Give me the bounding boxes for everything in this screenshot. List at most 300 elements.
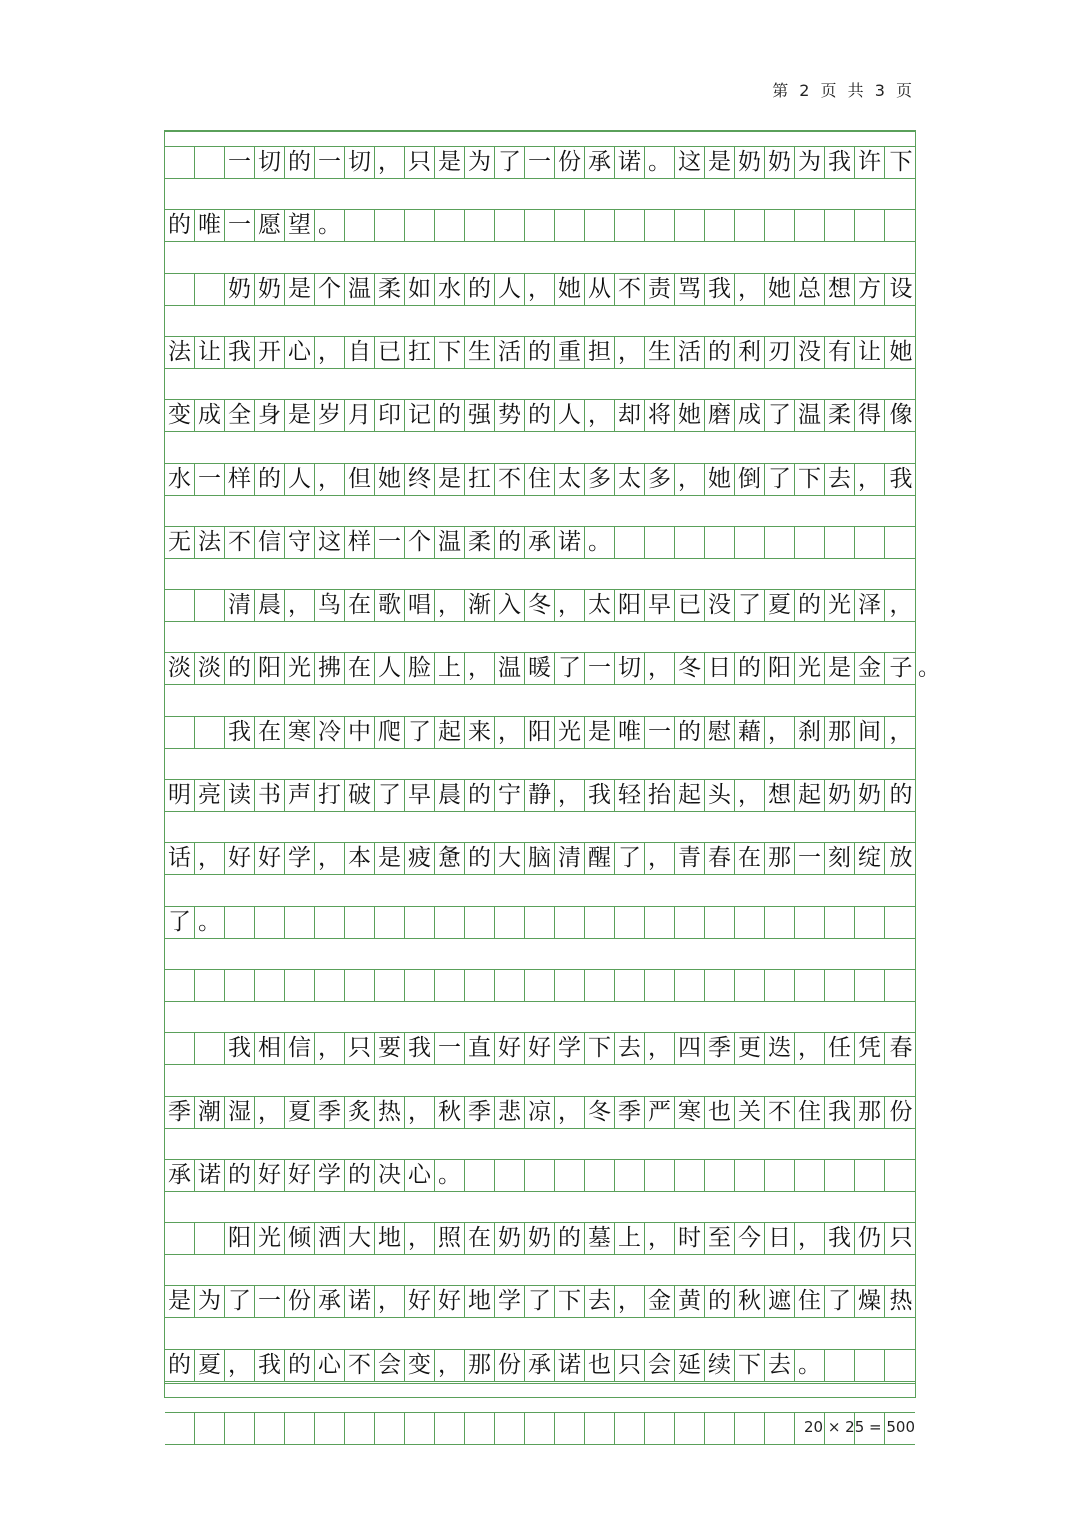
grid-cell: 严 <box>645 1097 675 1128</box>
grid-cell: 大 <box>345 1223 375 1254</box>
grid-cell: 下 <box>555 1286 585 1317</box>
grid-cell: 了 <box>405 717 435 748</box>
grid-cell: 没 <box>795 337 825 368</box>
grid-cell: 墓 <box>585 1223 615 1254</box>
grid-cell: 了 <box>765 464 795 495</box>
grid-cell: ， <box>855 464 885 495</box>
grid-cell: 不 <box>765 1097 795 1128</box>
grid-cell: 阳 <box>615 590 645 621</box>
grid-cell <box>285 907 315 938</box>
grid-cell: 她 <box>705 464 735 495</box>
grid-cell: 切 <box>255 147 285 178</box>
grid-cell: 重 <box>555 337 585 368</box>
grid-cell <box>495 970 525 1001</box>
grid-cell: 奶 <box>825 780 855 811</box>
grid-cell: 为 <box>465 147 495 178</box>
grid-cell: 从 <box>585 274 615 305</box>
grid-cell: 那 <box>465 1350 495 1381</box>
grid-cell: 只 <box>615 1350 645 1381</box>
grid-cell: 是 <box>435 464 465 495</box>
grid-cell: 热 <box>375 1097 405 1128</box>
grid-cell: 潮 <box>195 1097 225 1128</box>
grid-cell: 了 <box>825 1286 855 1317</box>
grid-cell <box>585 970 615 1001</box>
grid-cell: 。 <box>315 210 345 241</box>
grid-cell: 的 <box>525 337 555 368</box>
grid-cell: 唱 <box>405 590 435 621</box>
grid-cell <box>615 1160 645 1191</box>
grid-cell: 上 <box>615 1223 645 1254</box>
grid-cell: ， <box>405 1223 435 1254</box>
grid-cell: 水 <box>435 274 465 305</box>
grid-cell: ， <box>615 337 645 368</box>
grid-cell <box>735 1413 765 1444</box>
grid-cell: 歌 <box>375 590 405 621</box>
grid-cell: 刹 <box>795 717 825 748</box>
grid-cell <box>825 907 855 938</box>
grid-cell: 一 <box>195 464 225 495</box>
grid-cell: 藉 <box>735 717 765 748</box>
grid-cell: 起 <box>435 717 465 748</box>
grid-cell: 暖 <box>525 653 555 684</box>
grid-cell: ， <box>555 780 585 811</box>
grid-cell: 金 <box>855 653 885 684</box>
grid-cell: ， <box>795 1033 825 1064</box>
grid-cell: 至 <box>705 1223 735 1254</box>
grid-cell: 不 <box>345 1350 375 1381</box>
grid-cell <box>735 907 765 938</box>
grid-cell: 这 <box>315 527 345 558</box>
grid-cell: 诺 <box>345 1286 375 1317</box>
grid-cell: 的 <box>225 653 255 684</box>
manuscript-row <box>165 526 915 559</box>
grid-cell: 黄 <box>675 1286 705 1317</box>
grid-cell <box>645 907 675 938</box>
grid-cell: ， <box>225 1350 255 1381</box>
grid-cell: 寒 <box>675 1097 705 1128</box>
grid-cell: 冬 <box>525 590 555 621</box>
grid-cell: ， <box>315 1033 345 1064</box>
grid-spacer-line <box>165 1383 915 1384</box>
grid-cell: 不 <box>615 274 645 305</box>
grid-cell: 一 <box>585 653 615 684</box>
grid-cell <box>555 970 585 1001</box>
grid-cell: 了 <box>225 1286 255 1317</box>
grid-cell: 的 <box>705 1286 735 1317</box>
grid-cell: 一 <box>435 1033 465 1064</box>
grid-cell: 的 <box>435 400 465 431</box>
grid-cell: 已 <box>375 337 405 368</box>
grid-cell <box>225 907 255 938</box>
grid-cell: 淡 <box>165 653 195 684</box>
manuscript-row <box>165 463 915 496</box>
grid-cell: 中 <box>345 717 375 748</box>
grid-cell: 爬 <box>375 717 405 748</box>
grid-cell <box>645 210 675 241</box>
grid-cell <box>585 1413 615 1444</box>
grid-cell: 来 <box>465 717 495 748</box>
grid-cell <box>375 970 405 1001</box>
grid-cell: 在 <box>345 590 375 621</box>
grid-cell: 的 <box>465 274 495 305</box>
grid-cell: 开 <box>255 337 285 368</box>
grid-cell: 抬 <box>645 780 675 811</box>
grid-cell: 总 <box>795 274 825 305</box>
grid-cell: 明 <box>165 780 195 811</box>
grid-cell: 温 <box>435 527 465 558</box>
grid-cell <box>195 1033 225 1064</box>
grid-cell <box>825 210 855 241</box>
grid-cell: 晨 <box>255 590 285 621</box>
grid-cell: 学 <box>315 1160 345 1191</box>
grid-cell <box>465 970 495 1001</box>
grid-cell: 的 <box>525 400 555 431</box>
grid-cell <box>585 907 615 938</box>
grid-cell: 光 <box>555 717 585 748</box>
manuscript-row <box>165 1032 915 1065</box>
grid-cell: 奶 <box>525 1223 555 1254</box>
grid-cell: 也 <box>585 1350 615 1381</box>
grid-cell: 学 <box>495 1286 525 1317</box>
grid-cell: 信 <box>285 1033 315 1064</box>
grid-cell: 一 <box>255 1286 285 1317</box>
grid-cell: 人 <box>495 274 525 305</box>
grid-cell: 诺 <box>555 527 585 558</box>
grid-cell <box>585 1160 615 1191</box>
grid-cell: 已 <box>675 590 705 621</box>
grid-cell: 头 <box>705 780 735 811</box>
grid-cell: 冬 <box>675 653 705 684</box>
grid-cell <box>165 970 195 1001</box>
grid-cell: 将 <box>645 400 675 431</box>
grid-cell: 温 <box>495 653 525 684</box>
grid-cell <box>525 970 555 1001</box>
manuscript-row <box>165 589 915 622</box>
grid-cell <box>255 970 285 1001</box>
grid-cell <box>615 1413 645 1444</box>
grid-cell: ， <box>555 1097 585 1128</box>
grid-cell: 仍 <box>855 1223 885 1254</box>
grid-cell <box>675 1413 705 1444</box>
grid-cell <box>705 1160 735 1191</box>
grid-cell: 关 <box>735 1097 765 1128</box>
grid-cell: 份 <box>555 147 585 178</box>
grid-cell: 季 <box>465 1097 495 1128</box>
grid-cell <box>345 210 375 241</box>
grid-cell <box>435 1413 465 1444</box>
grid-cell <box>195 1223 225 1254</box>
grid-cell: 的 <box>889 782 913 808</box>
grid-cell: 我 <box>825 1223 855 1254</box>
grid-cell <box>465 907 495 938</box>
grid-cell: 她 <box>375 464 405 495</box>
grid-cell <box>705 527 735 558</box>
grid-cell: 。 <box>645 147 675 178</box>
grid-cell: 的 <box>165 210 195 241</box>
grid-cell: 唯 <box>615 717 645 748</box>
grid-cell <box>165 147 195 178</box>
grid-cell: 方 <box>855 274 885 305</box>
grid-cell: 承 <box>525 1350 555 1381</box>
grid-cell: 一 <box>525 147 555 178</box>
grid-cell: 强 <box>465 400 495 431</box>
grid-cell: 也 <box>705 1097 735 1128</box>
grid-cell: 续 <box>705 1350 735 1381</box>
grid-cell: 放 <box>889 845 913 871</box>
grid-cell: 书 <box>255 780 285 811</box>
grid-cell: 夏 <box>195 1350 225 1381</box>
grid-cell: ， <box>795 1223 825 1254</box>
grid-cell: 延 <box>675 1350 705 1381</box>
grid-cell: 柔 <box>825 400 855 431</box>
grid-cell: 那 <box>855 1097 885 1128</box>
grid-cell: 淡 <box>195 653 225 684</box>
grid-cell: 如 <box>405 274 435 305</box>
grid-cell <box>195 590 225 621</box>
grid-cell: 的 <box>465 780 495 811</box>
grid-cell: 凉 <box>525 1097 555 1128</box>
grid-cell <box>645 527 675 558</box>
grid-cell: 直 <box>465 1033 495 1064</box>
grid-cell: ， <box>675 464 705 495</box>
grid-cell: 那 <box>825 717 855 748</box>
grid-cell: 早 <box>645 590 675 621</box>
grid-cell: 静 <box>525 780 555 811</box>
grid-cell: 季 <box>165 1097 195 1128</box>
grid-cell <box>825 970 855 1001</box>
grid-cell: 我 <box>225 1033 255 1064</box>
grid-cell: 一 <box>225 147 255 178</box>
grid-cell: ， <box>315 464 345 495</box>
grid-cell: 脑 <box>525 843 555 874</box>
grid-cell <box>675 970 705 1001</box>
grid-cell: 奶 <box>255 274 285 305</box>
grid-cell: 法 <box>165 337 195 368</box>
grid-cell: 的 <box>255 464 285 495</box>
manuscript-row <box>165 652 941 685</box>
grid-cell: 清 <box>555 843 585 874</box>
grid-cell: 在 <box>465 1223 495 1254</box>
manuscript-row <box>165 969 915 1002</box>
grid-cell: 承 <box>165 1160 195 1191</box>
grid-cell <box>765 1413 795 1444</box>
grid-cell: 。 <box>585 527 615 558</box>
grid-cell: 的 <box>555 1223 585 1254</box>
grid-cell: ， <box>735 780 765 811</box>
grid-cell: 我 <box>585 780 615 811</box>
grid-cell <box>825 527 855 558</box>
grid-cell: 个 <box>315 274 345 305</box>
grid-cell: 是 <box>585 717 615 748</box>
grid-cell: 倾 <box>285 1223 315 1254</box>
grid-cell: 更 <box>735 1033 765 1064</box>
grid-cell: 的 <box>675 717 705 748</box>
grid-cell: ， <box>375 1286 405 1317</box>
grid-cell: 是 <box>375 843 405 874</box>
grid-cell: 本 <box>345 843 375 874</box>
grid-cell: 份 <box>889 1099 913 1125</box>
grid-cell: 亮 <box>195 780 225 811</box>
grid-cell: 阳 <box>765 653 795 684</box>
grid-cell: ， <box>615 1286 645 1317</box>
grid-cell: 去 <box>615 1033 645 1064</box>
grid-cell <box>525 210 555 241</box>
grid-cell <box>555 907 585 938</box>
grid-cell: 上 <box>435 653 465 684</box>
manuscript-row <box>165 1096 915 1129</box>
grid-cell: 我 <box>405 1033 435 1064</box>
grid-cell <box>735 210 765 241</box>
grid-cell: 读 <box>225 780 255 811</box>
grid-cell <box>795 907 825 938</box>
grid-cell: 我 <box>225 337 255 368</box>
grid-cell: 相 <box>255 1033 285 1064</box>
grid-cell <box>825 1350 855 1381</box>
grid-cell: 一 <box>315 147 345 178</box>
grid-cell: 好 <box>255 1160 285 1191</box>
grid-cell: 为 <box>795 147 825 178</box>
grid-cell <box>165 590 195 621</box>
grid-cell: 洒 <box>315 1223 345 1254</box>
grid-cell: 的 <box>285 1350 315 1381</box>
grid-cell: 了 <box>765 400 795 431</box>
grid-cell <box>195 970 225 1001</box>
grid-cell: 势 <box>495 400 525 431</box>
grid-cell <box>525 1413 555 1444</box>
grid-cell: 的 <box>465 843 495 874</box>
grid-cell: 利 <box>735 337 765 368</box>
grid-cell: 生 <box>645 337 675 368</box>
grid-spacer-line <box>165 131 915 132</box>
grid-cell: 是 <box>705 147 735 178</box>
grid-cell: 自 <box>345 337 375 368</box>
grid-cell: 春 <box>889 1035 913 1061</box>
grid-cell: 的 <box>735 653 765 684</box>
grid-cell: 学 <box>285 843 315 874</box>
grid-cell: 只 <box>345 1033 375 1064</box>
grid-cell: 诺 <box>555 1350 585 1381</box>
grid-cell: 水 <box>165 464 195 495</box>
grid-cell <box>375 210 405 241</box>
grid-cell: 得 <box>855 400 885 431</box>
grid-cell <box>615 907 645 938</box>
grid-cell: 柔 <box>375 274 405 305</box>
grid-cell: ， <box>375 147 405 178</box>
grid-cell: 在 <box>345 653 375 684</box>
grid-cell: 晨 <box>435 780 465 811</box>
grid-cell: 想 <box>765 780 795 811</box>
grid-cell <box>615 210 645 241</box>
grid-cell: ， <box>255 1097 285 1128</box>
grid-cell: 热 <box>889 1288 913 1314</box>
grid-cell: 记 <box>405 400 435 431</box>
grid-cell: 那 <box>765 843 795 874</box>
grid-cell <box>645 1160 675 1191</box>
grid-cell <box>405 210 435 241</box>
grid-cell: 我 <box>705 274 735 305</box>
grid-cell: 起 <box>795 780 825 811</box>
grid-cell: 惫 <box>435 843 465 874</box>
grid-cell: 冷 <box>315 717 345 748</box>
grid-cell: 这 <box>675 147 705 178</box>
grid-cell: 子 <box>889 655 913 681</box>
grid-cell <box>645 970 675 1001</box>
grid-cell: 她 <box>555 274 585 305</box>
grid-cell: 住 <box>795 1097 825 1128</box>
grid-cell <box>645 1413 675 1444</box>
grid-cell: 让 <box>195 337 225 368</box>
grid-cell: 唯 <box>195 210 225 241</box>
grid-cell: 鸟 <box>315 590 345 621</box>
grid-cell: 起 <box>675 780 705 811</box>
grid-cell: 多 <box>645 464 675 495</box>
grid-cell: 凭 <box>855 1033 885 1064</box>
grid-cell: 我 <box>825 147 855 178</box>
grid-cell <box>555 1160 585 1191</box>
grid-cell: 季 <box>615 1097 645 1128</box>
grid-cell: 。 <box>195 907 225 938</box>
manuscript-row <box>165 273 915 306</box>
manuscript-row <box>165 336 915 369</box>
grid-cell: 日 <box>765 1223 795 1254</box>
grid-cell <box>675 1160 705 1191</box>
grid-cell: 骂 <box>675 274 705 305</box>
grid-cell: 全 <box>225 400 255 431</box>
grid-cell <box>345 970 375 1001</box>
grid-cell: ， <box>465 653 495 684</box>
grid-cell: ， <box>285 590 315 621</box>
grid-cell <box>195 274 225 305</box>
grid-cell <box>795 210 825 241</box>
grid-cell: 样 <box>225 464 255 495</box>
grid-cell: 承 <box>315 1286 345 1317</box>
grid-cell: 住 <box>525 464 555 495</box>
grid-cell: 多 <box>585 464 615 495</box>
grid-cell: ， <box>315 843 345 874</box>
grid-cell: 任 <box>825 1033 855 1064</box>
grid-cell <box>495 1413 525 1444</box>
grid-cell: 光 <box>255 1223 285 1254</box>
grid-cell: 拂 <box>315 653 345 684</box>
grid-cell: 我 <box>255 1350 285 1381</box>
grid-cell: 是 <box>285 400 315 431</box>
grid-cell: 金 <box>645 1286 675 1317</box>
grid-cell: 倒 <box>735 464 765 495</box>
grid-cell: 心 <box>405 1160 435 1191</box>
grid-cell: 印 <box>375 400 405 431</box>
grid-cell: 了 <box>375 780 405 811</box>
grid-cell: 承 <box>585 147 615 178</box>
grid-cell: 活 <box>495 337 525 368</box>
grid-cell <box>615 527 645 558</box>
grid-cell <box>855 210 885 241</box>
grid-cell <box>675 527 705 558</box>
grid-cell: 学 <box>555 1033 585 1064</box>
grid-cell <box>165 717 195 748</box>
grid-cell: 下 <box>889 149 913 175</box>
grid-cell <box>855 970 885 1001</box>
grid-cell: 活 <box>675 337 705 368</box>
grid-cell <box>765 210 795 241</box>
grid-cell <box>165 1413 195 1444</box>
grid-cell: 好 <box>525 1033 555 1064</box>
grid-cell: 是 <box>435 147 465 178</box>
grid-cell: 了 <box>495 147 525 178</box>
grid-cell: 成 <box>195 400 225 431</box>
grid-cell: 温 <box>345 274 375 305</box>
grid-cell: 在 <box>255 717 285 748</box>
grid-cell: 轻 <box>615 780 645 811</box>
